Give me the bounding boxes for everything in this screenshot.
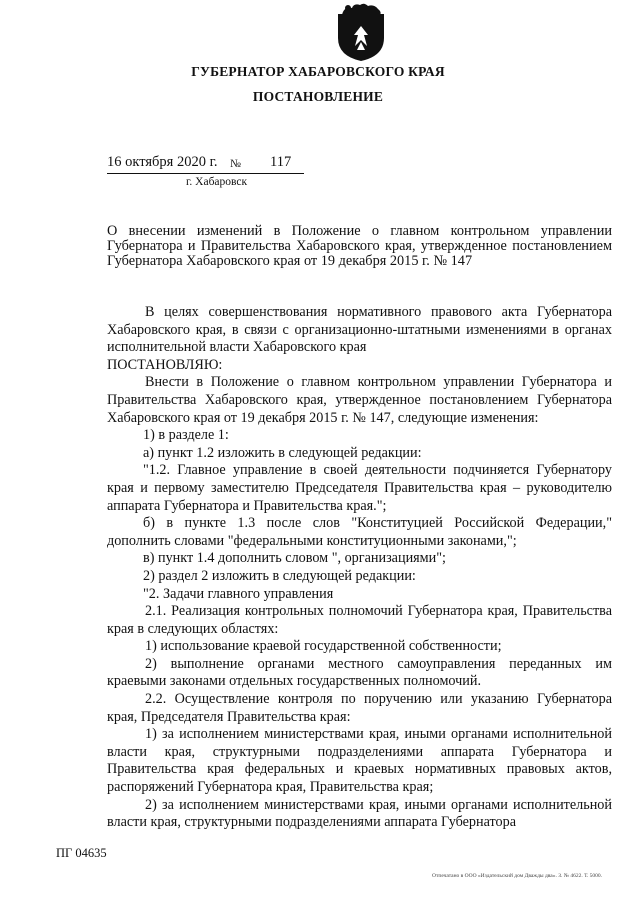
document-number: 117	[270, 154, 292, 170]
paragraph: 1) за исполнением министерствами края, иными органами исполнительной власти края, структурными подразделениями аппарата Губернатора и Правительства края федеральных и краевых нормативных правовых актов, распоряжений Губернатора края, Правительства края;	[107, 726, 612, 796]
printer-imprint: Отпечатано в ООО «Издательский дом Дважды два». З. № 4622. Т. 5000.	[432, 873, 603, 879]
paragraph: Внести в Положение о главном контрольном управлении Губернатора и Правительства Хабаровского края, утвержденное постановлением Губернатора Хабаровского края от 19 декабря 2015 г. № 147, следующие изменения:	[107, 374, 612, 426]
paragraph: 2.2. Осуществление контроля по поручению или указанию Губернатора края, Председателя Правительства края:	[107, 691, 612, 725]
paragraph: 2) раздел 2 изложить в следующей редакции:	[143, 567, 416, 584]
paragraph: 2.1. Реализация контрольных полномочий Губернатора края, Правительства края в следующих областях:	[107, 603, 612, 637]
paragraph: а) пункт 1.2 изложить в следующей редакции:	[143, 444, 422, 461]
document-body	[107, 304, 612, 832]
document-title: О внесении изменений в Положение о главном контрольном управлении Губернатора и Правительства Хабаровского края, утвержденное постановлением Губернатора Хабаровского края от 19 декабря 2015 г. № 147	[107, 223, 612, 269]
document-date: 16 октября 2020 г.	[107, 154, 218, 170]
section-heading: "2. Задачи главного управления	[143, 585, 334, 602]
paragraph: 1) в разделе 1:	[143, 427, 229, 444]
date-underline	[107, 173, 304, 174]
document-type: ПОСТАНОВЛЕНИЕ	[252, 89, 384, 104]
paragraph: "1.2. Главное управление в своей деятельности подчиняется Губернатору края и первому заместителю Председателя Правительства края – руководителю аппарата Губернатора и Правительства края.";	[107, 462, 612, 514]
coat-of-arms-icon	[334, 2, 388, 62]
paragraph: б) в пункте 1.3 после слов "Конституцией Российской Федерации," дополнить словами "федеральными конституционными законами,";	[107, 515, 612, 549]
number-label: №	[230, 158, 241, 170]
paragraph: в) пункт 1.4 дополнить словом ", организациями";	[143, 550, 446, 567]
paragraph: В целях совершенствования нормативного правового акта Губернатора Хабаровского края, в связи с организационно-штатными изменениями в органах исполнительной власти Хабаровского края	[107, 304, 612, 356]
document-city: г. Хабаровск	[186, 176, 248, 188]
paragraph: 2) выполнение органами местного самоуправления переданных им краевыми законами отдельных государственных полномочий.	[107, 655, 612, 690]
paragraph: 2) за исполнением министерствами края, иными органами исполнительной власти края, структурными подразделениями аппарата Губернатора	[107, 796, 612, 831]
resolution-keyword: ПОСТАНОВЛЯЮ:	[107, 356, 223, 373]
form-code: ПГ 04635	[56, 846, 107, 860]
document-issuer: ГУБЕРНАТОР ХАБАРОВСКОГО КРАЯ	[191, 64, 445, 79]
paragraph: 1) использование краевой государственной собственности;	[145, 638, 502, 655]
